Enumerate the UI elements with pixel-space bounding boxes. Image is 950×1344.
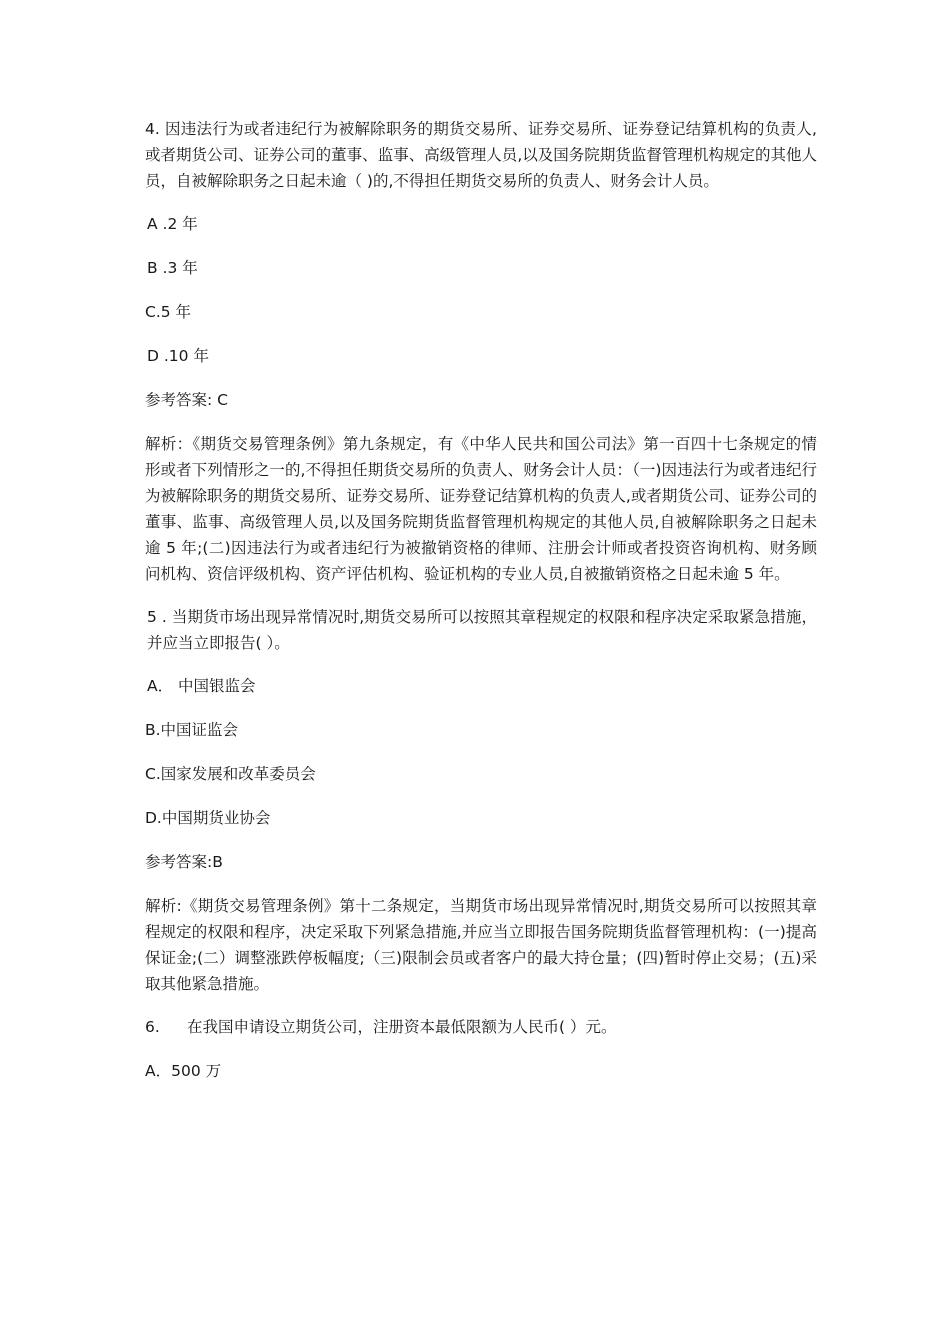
question-6-number: 6. (145, 1018, 160, 1036)
question-5-option-a: A． 中国银监会 (147, 677, 256, 695)
question-6-stem-row (145, 1014, 817, 1040)
question-4-stem: 4. 因违法行为或者违纪行为被解除职务的期货交易所、证券交易所、证券登记结算机构的负责人,或者期货公司、证券公司的董事、监事、高级管理人员,以及国务院期货监督管理机构规定的其他人员，自被解除职务之日起未逾（ )的,不得担任期货交易所的负责人、财务会计人员。 (145, 120, 817, 190)
question-5-option-b: B.中国证监会 (145, 721, 239, 739)
question-5-stem: 5 . 当期货市场出现异常情况时,期货交易所可以按照其章程规定的权限和程序决定采取紧急措施，并应当立即报告( ）。 (147, 608, 817, 652)
question-5-answer: 参考答案:B (145, 853, 223, 871)
question-4-option-d: D .10 年 (147, 347, 209, 365)
document-page (145, 116, 817, 1102)
question-5-option-d: D.中国期货业协会 (145, 809, 271, 827)
question-4-option-a: A .2 年 (147, 215, 198, 233)
question-4-option-c: C.5 年 (145, 303, 192, 321)
question-6-stem: 在我国申请设立期货公司，注册资本最低限额为人民币( ）元。 (187, 1018, 617, 1036)
question-5-option-c: C.国家发展和改革委员会 (145, 765, 316, 783)
question-6-option-a: A．500 万 (145, 1062, 222, 1080)
question-5-analysis: 解析:《期货交易管理条例》第十二条规定，当期货市场出现异常情况时,期货交易所可以按照其章程规定的权限和程序，决定采取下列紧急措施,并应当立即报告国务院期货监督管理机构：(一)提高保证金;(二）调整涨跌停板幅度;（三)限制会员或者客户的最大持仓量；(四)暂时停止交易；(五)采取其他紧急措施。 (145, 897, 817, 993)
question-4-analysis: 解析：《期货交易管理条例》第九条规定，有《中华人民共和国公司法》第一百四十七条规定的情形或者下列情形之一的,不得担任期货交易所的负责人、财务会计人员：（一)因违法行为或者违纪行为被解除职务的期货交易所、证券交易所、证券登记结算机构的负责人,或者期货公司、证券公司的董事、监事、高级管理人员,以及国务院期货监督管理机构规定的其他人员,自被解除职务之日起未逾 5 年;(二)因违法行为或者违纪行为被撤销资格的律师、注册会计师或者投资咨询机构、财务顾问机构、资信评级机构、资产评估机构、验证机构的专业人员,自被撤销资格之日起未逾 5 年。 (145, 435, 817, 583)
question-4-answer: 参考答案: C (145, 391, 228, 409)
question-4-option-b: B .3 年 (147, 259, 198, 277)
